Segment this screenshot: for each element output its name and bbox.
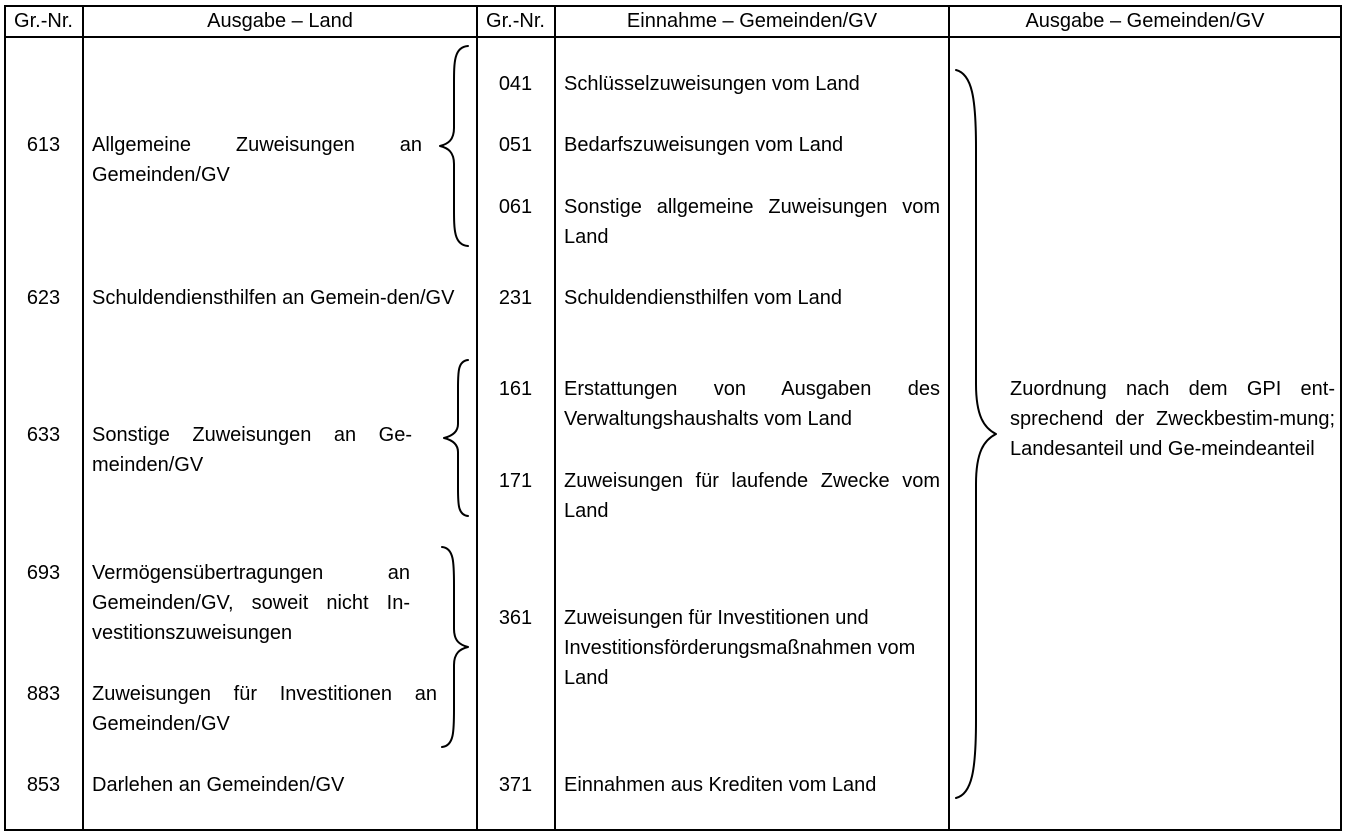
land-group-text: Schuldendiensthilfen an Gemein-den/GV — [92, 287, 455, 309]
zuordnung-note: Zuordnung nach dem GPI ent-sprechend der Zweckbestim-mung; Landesanteil und Ge-meindeanteil — [1010, 378, 1335, 460]
land-group-text: Vermögensübertragungen an Gemeinden/GV, soweit nicht In-vestitionszuweisungen — [92, 562, 410, 644]
brace-left-633 — [440, 358, 476, 518]
column-divider — [554, 5, 556, 831]
brace-left-613 — [436, 44, 476, 248]
header-gr-nr-gemeinden: Gr.-Nr. — [486, 10, 545, 32]
land-group-number: 883 — [26, 683, 61, 705]
brace-right-zuordnung — [950, 68, 1004, 800]
gemeinden-group-text: Zuweisungen für laufende Zwecke vom Land — [564, 470, 940, 522]
gemeinden-group-text: Sonstige allgemeine Zuweisungen vom Land — [564, 196, 940, 248]
land-group-text: Sonstige Zuweisungen an Ge-meinden/GV — [92, 424, 412, 476]
land-group-text: Zuweisungen für Investitionen an Gemeinden/GV — [92, 683, 437, 735]
gemeinden-group-number: 361 — [498, 607, 533, 629]
header-separator — [4, 36, 1342, 38]
table-bottom-border — [4, 829, 1342, 831]
header-ausgabe-land: Ausgabe – Land — [207, 10, 353, 32]
gemeinden-group-text: Schuldendiensthilfen vom Land — [564, 287, 842, 309]
gemeinden-group-text: Schlüsselzuweisungen vom Land — [564, 73, 860, 95]
gemeinden-group-text: Einnahmen aus Krediten vom Land — [564, 774, 877, 796]
land-group-number: 613 — [26, 134, 61, 156]
land-group-number: 693 — [26, 562, 61, 584]
header-gr-nr-land: Gr.-Nr. — [14, 10, 73, 32]
land-group-number: 853 — [26, 774, 61, 796]
gemeinden-group-number: 061 — [498, 196, 533, 218]
column-divider — [476, 5, 478, 831]
brace-right-693-883 — [436, 545, 476, 749]
land-group-number: 623 — [26, 287, 61, 309]
land-group-text: Darlehen an Gemeinden/GV — [92, 774, 345, 796]
gemeinden-group-text: Zuweisungen für Investitionen und Investitionsförderungsmaßnahmen vom Land — [564, 607, 916, 689]
gemeinden-group-number: 371 — [498, 774, 533, 796]
gemeinden-group-text: Erstattungen von Ausgaben des Verwaltungshaushalts vom Land — [564, 378, 940, 430]
header-ausgabe-gemeinden: Ausgabe – Gemeinden/GV — [1025, 10, 1265, 32]
land-group-text: Allgemeine Zuweisungen an Gemeinden/GV — [92, 134, 422, 186]
gemeinden-group-number: 171 — [498, 470, 533, 492]
gemeinden-group-number: 161 — [498, 378, 533, 400]
column-divider — [1340, 5, 1342, 831]
gemeinden-group-number: 041 — [498, 73, 533, 95]
column-divider — [82, 5, 84, 831]
gemeinden-group-text: Bedarfszuweisungen vom Land — [564, 134, 844, 156]
gemeinden-group-number: 051 — [498, 134, 533, 156]
header-einnahme-gemeinden: Einnahme – Gemeinden/GV — [626, 10, 878, 32]
land-group-number: 633 — [26, 424, 61, 446]
gemeinden-group-number: 231 — [498, 287, 533, 309]
